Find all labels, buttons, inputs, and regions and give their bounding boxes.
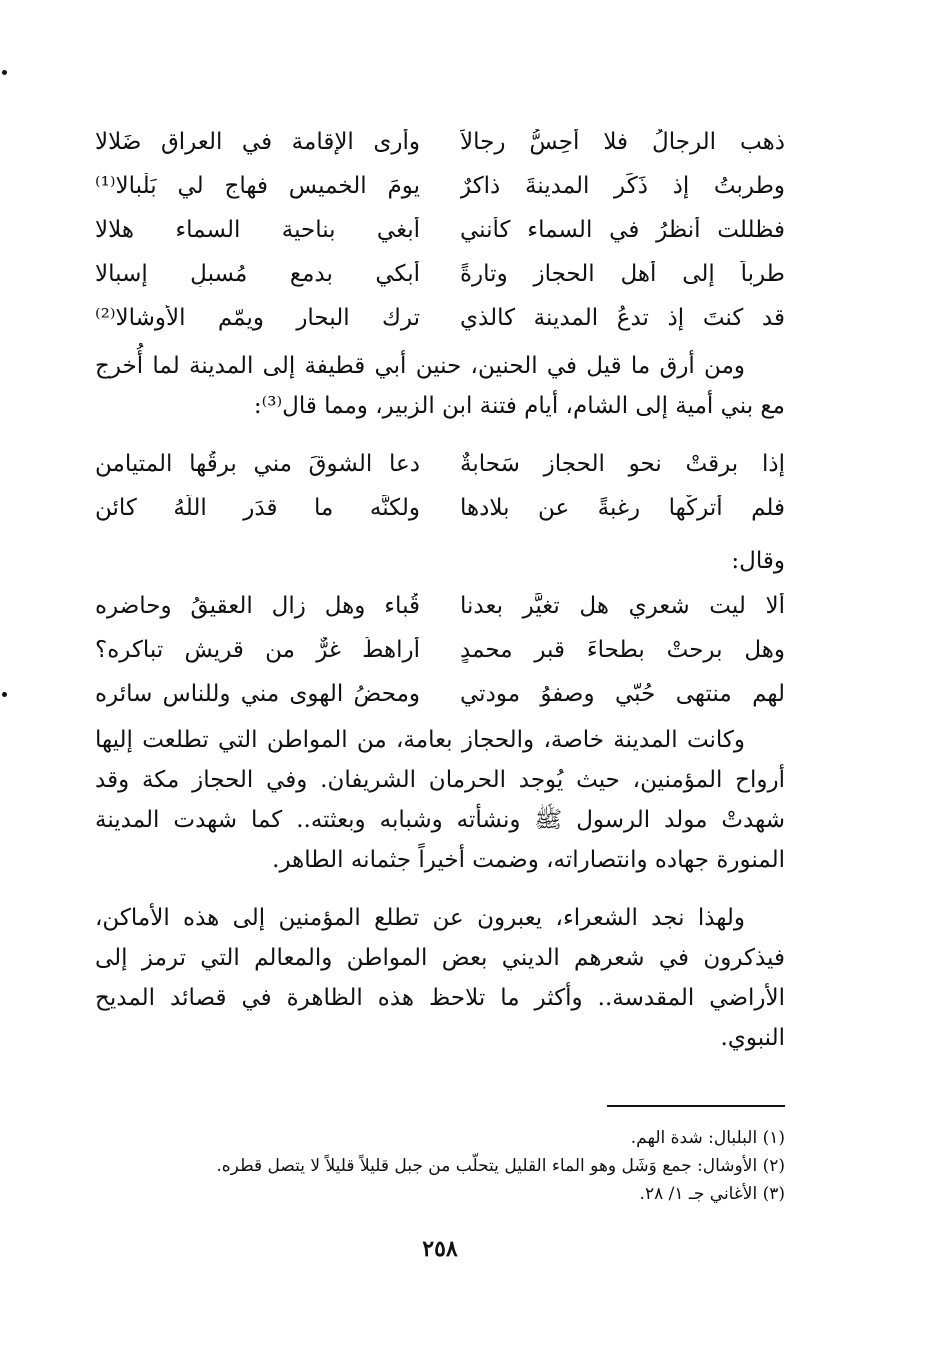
footnote-1: (١) البلبال: شدة الهم. — [630, 1128, 785, 1148]
verse-second-hemistich: أراهطُ غرٌّ من قريشٍ تباكره؟ — [95, 637, 420, 663]
verse-second-hemistich: قُباء وهل زال العقيقُ وحاضره — [95, 593, 420, 619]
verse-first-hemistich: طرباً إلى أهل الحجاز وتارةً — [460, 261, 785, 287]
verse-first-hemistich: فلم أتركْها رغبةً عن بلادها — [460, 495, 785, 521]
footnotes — [95, 1124, 785, 1208]
verse-line — [95, 442, 785, 486]
paragraph-hijaz-medina — [95, 720, 785, 880]
verse-first-hemistich: إذا برقتْ نحو الحجاز سَحابةٌ — [460, 451, 785, 477]
scan-speck-top — [2, 70, 7, 75]
said-label: وقال: — [731, 548, 785, 574]
verse-first-hemistich: فظللت أنظرُ في السماء كأنني — [460, 217, 785, 243]
paragraph-text: وكانت المدينة خاصة، والحجاز بعامة، من المواطن التي تطلعت إليها أرواح المؤمنين، حيث يُوجد الحرمان الشريفان. وفي الحجاز مكة وقد شهدتْ مولد الرسول ﷺ ونشأته وشبابه وبعثته.. كما شهدت المدينة المنورة جهاده وانتصاراته، وضمت أخيراً جثمانه الطاهر. — [95, 727, 785, 873]
verse-line — [95, 252, 785, 296]
verse-second-hemistich: وأرى الإقامة في العراق ضَلالا — [95, 129, 420, 155]
verse-line — [95, 672, 785, 716]
verse-second-hemistich: ولكنَّه ما قدَر اللَّهُ كائن — [95, 495, 420, 521]
footnote-2: (٢) الأوشال: جمع وَشَل وهو الماء القليل يتحلّب من جبل قليلاً قليلاً لا يتصل قطره. — [216, 1156, 785, 1176]
verse-line — [95, 584, 785, 628]
verse-line — [95, 628, 785, 672]
verse-line — [95, 486, 785, 530]
footnote-3: (٣) الأغاني جـ ١/ ٢٨. — [639, 1184, 785, 1204]
verse-first-hemistich: ذهب الرجالُ فلا أُحِسُّ رجالاً — [460, 129, 785, 155]
verse-first-hemistich: وطربتُ إذ ذَكَر المدينةَ ذاكرٌ — [460, 173, 785, 199]
page-number: ٢٥٨ — [422, 1236, 458, 1262]
verse-first-hemistich: لهم منتهى حُبّي وصفوُ مودتي — [460, 681, 785, 707]
verse-second-hemistich: دعا الشوقَ مني برقُها المتيامن — [95, 451, 420, 477]
verse-first-hemistich: قد كنتَ إذ تدعُ المدينة كالذي — [460, 305, 785, 331]
poem-3 — [95, 584, 785, 716]
paragraph-intro-abu-qutayfa — [95, 346, 785, 426]
paragraph-text: ومن أرق ما قيل في الحنين، حنين أبي قطيفة إلى المدينة لما أُخرج مع بني أمية إلى الشام، أيام فتنة ابن الزبير، ومما قال⁽³⁾: — [95, 353, 785, 419]
verse-second-hemistich: ترك البحار ويمّم الأوشالا⁽²⁾ — [95, 305, 420, 331]
verse-line — [95, 120, 785, 164]
paragraph-text: ولهذا نجد الشعراء، يعبرون عن تطلع المؤمنين إلى هذه الأماكن، فيذكرون في شعرهم الديني بعض المواطن والمعالم التي ترمز إلى الأراضي المقدسة.. وأكثر ما تلاحظ هذه الظاهرة في قصائد المديح النبوي. — [95, 905, 785, 1051]
footnote-separator — [607, 1105, 785, 1107]
poem-2 — [95, 442, 785, 530]
verse-line — [95, 164, 785, 208]
verse-first-hemistich: ألا ليت شعري هل تغيَّر بعدنا — [460, 593, 785, 619]
poem-1 — [95, 120, 785, 340]
verse-first-hemistich: وهل برحتْ بطحاءَ قبرِ محمدٍ — [460, 637, 785, 663]
verse-second-hemistich: أبكي بدمعٍ مُسبلٍ إسبالا — [95, 261, 420, 287]
verse-line — [95, 296, 785, 340]
verse-second-hemistich: ومحضُ الهوى مني وللناس سائره — [95, 681, 420, 707]
verse-second-hemistich: يومَ الخميس فهاج لي بَلْبالا⁽¹⁾ — [95, 173, 420, 199]
scan-speck-middle — [2, 692, 7, 697]
verse-second-hemistich: أبغي بناحية السماء هلالا — [95, 217, 420, 243]
paragraph-poets — [95, 898, 785, 1058]
verse-line — [95, 208, 785, 252]
